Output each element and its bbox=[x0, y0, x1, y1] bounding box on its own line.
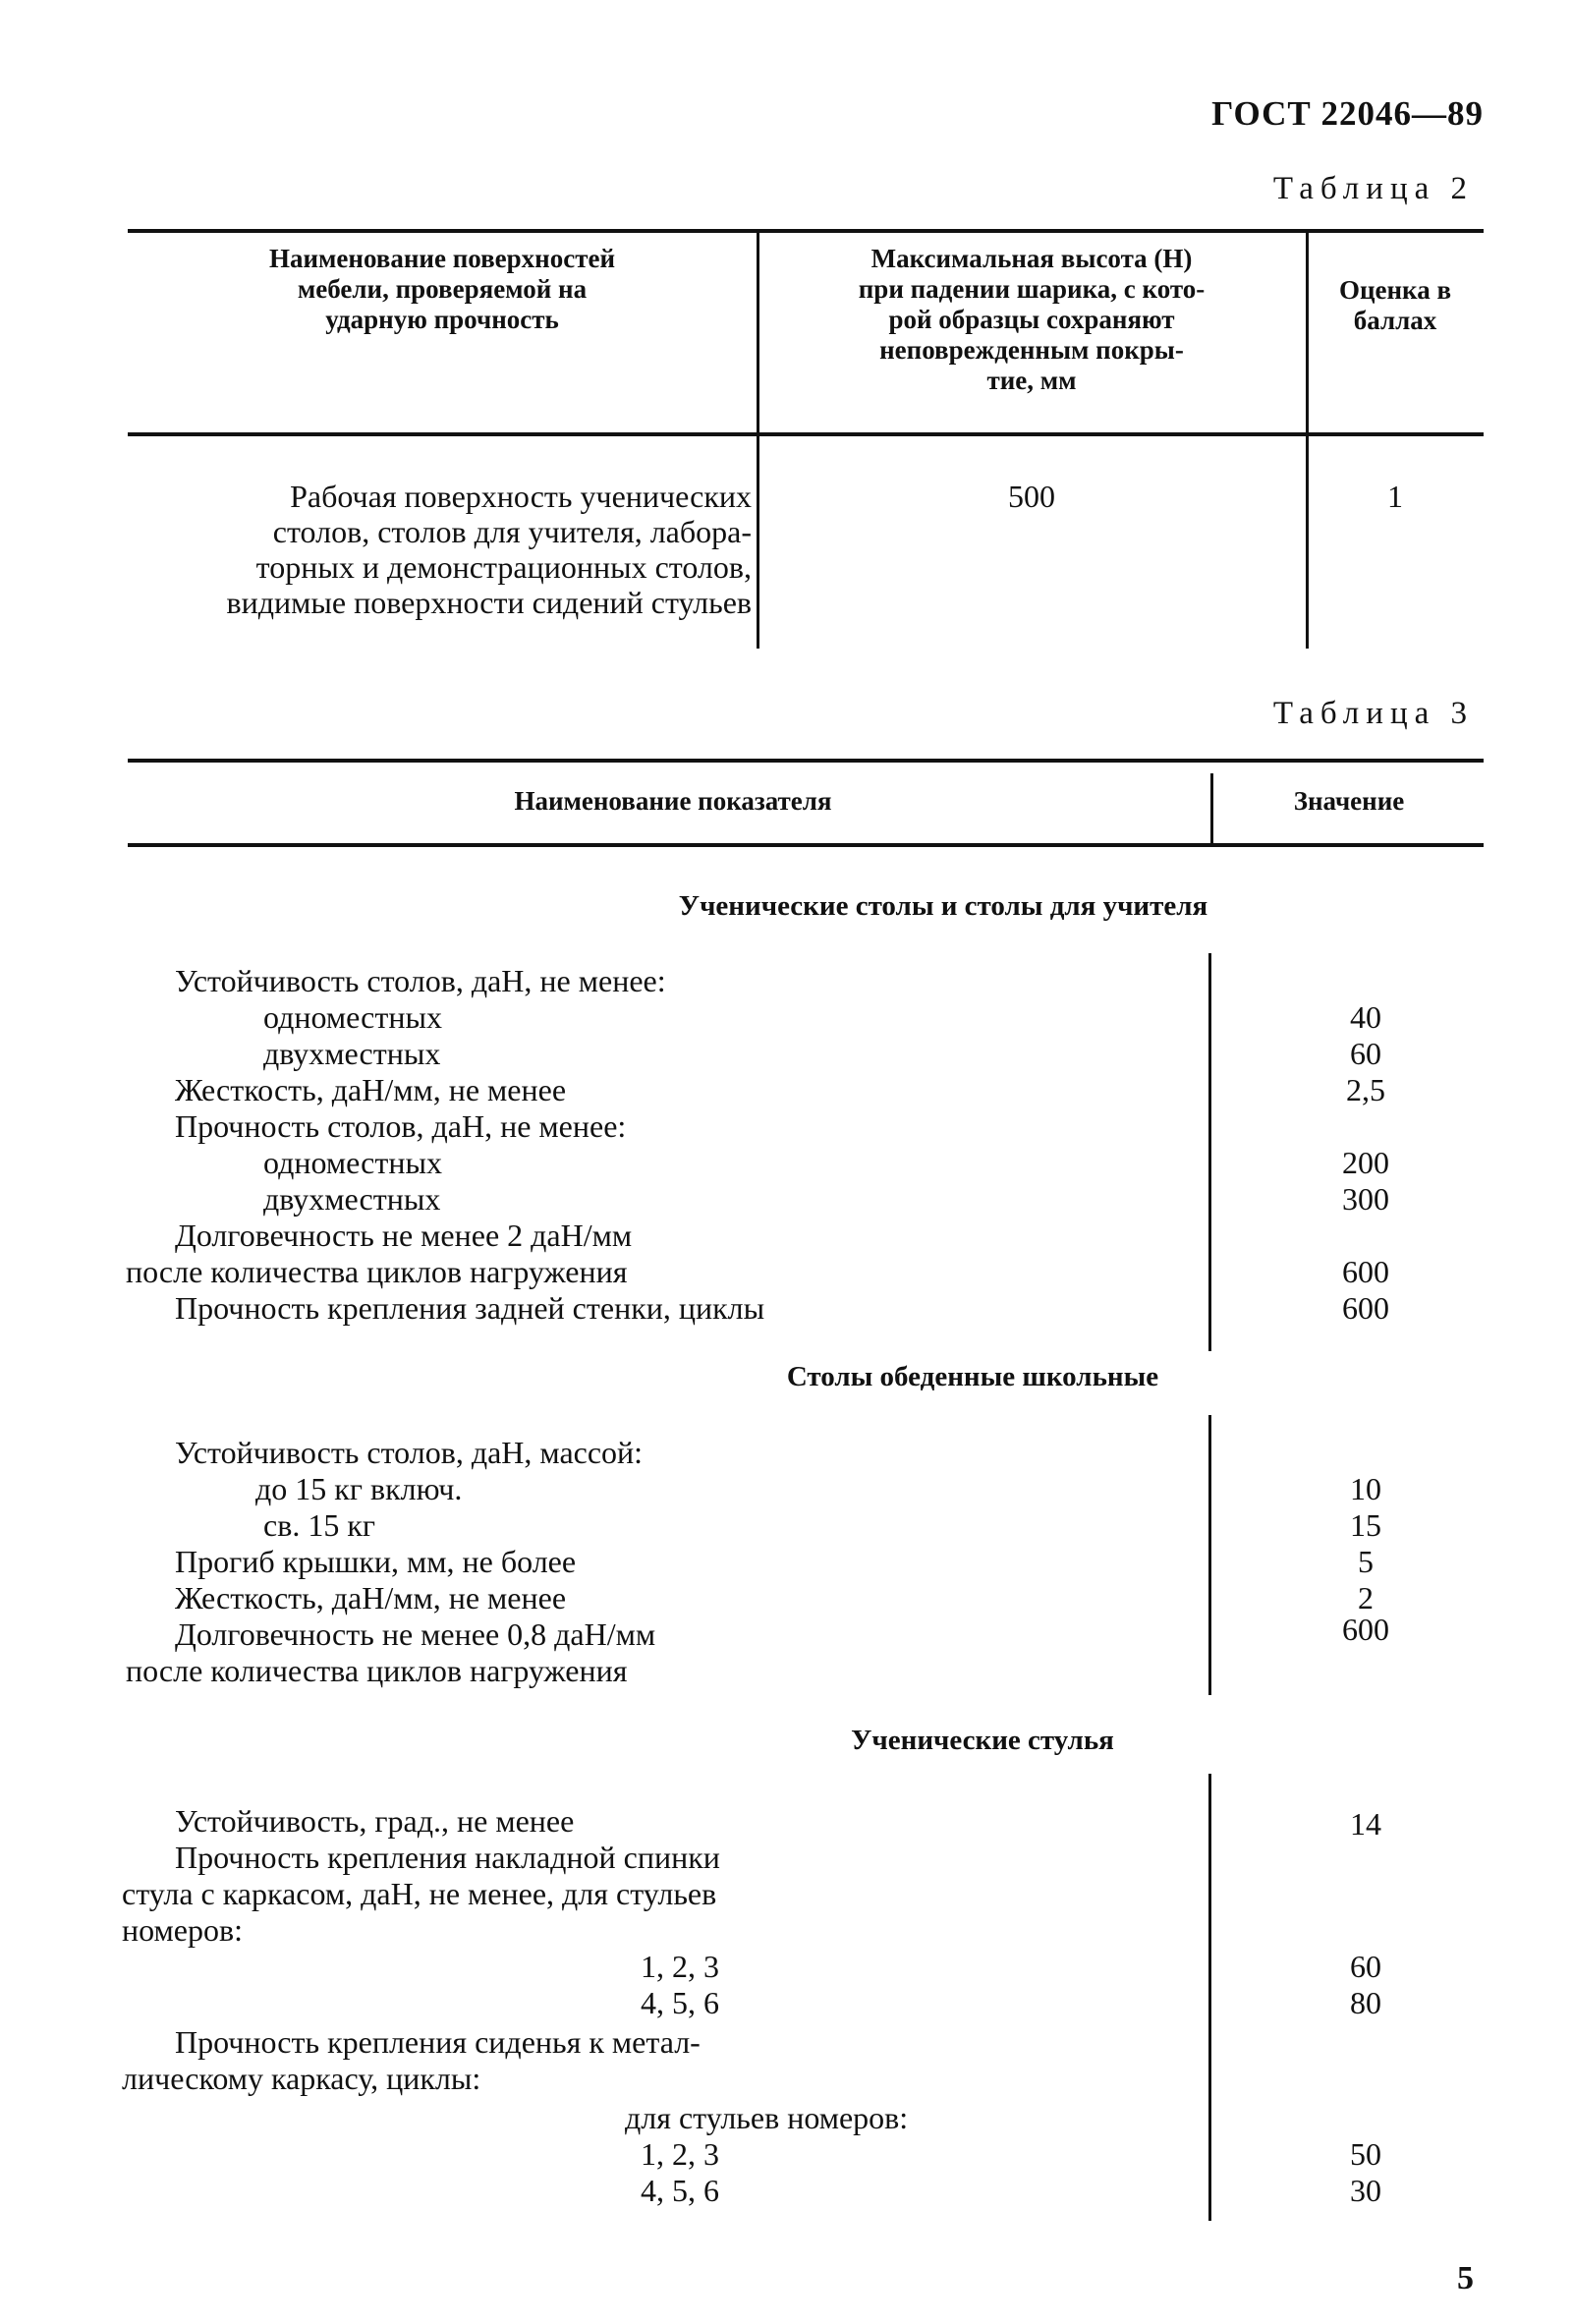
table3-row-value: 200 bbox=[1342, 1145, 1389, 1180]
table3-row-label: для стульев номеров: bbox=[625, 2100, 909, 2135]
table3-row-label: стула с каркасом, даН, не менее, для стульев bbox=[122, 1876, 717, 1911]
table2-caption: Таблица 2 bbox=[1272, 171, 1474, 206]
table3-row-label: 1, 2, 3 bbox=[641, 2136, 719, 2172]
table3-row-label: 4, 5, 6 bbox=[641, 1985, 719, 2020]
table3-row-value: 10 bbox=[1350, 1471, 1381, 1506]
section3-divider bbox=[1208, 1774, 1211, 2221]
table3-row-value: 40 bbox=[1350, 999, 1381, 1035]
section-title-teacher-desks: Ученические столы и столы для учителя bbox=[678, 890, 1208, 922]
table3-row-label: Устойчивость столов, даН, не менее: bbox=[175, 963, 666, 998]
table3-row-label: лическому каркасу, циклы: bbox=[122, 2061, 481, 2096]
table3-row-value: 30 bbox=[1350, 2173, 1381, 2208]
table3-row-value: 2 bbox=[1358, 1580, 1374, 1615]
table3-row-label: одноместных bbox=[263, 999, 442, 1035]
table3-row-label: двухместных bbox=[263, 1181, 441, 1217]
table2-col-header-surface: Наименование поверхностей мебели, проверяемой на ударную прочность bbox=[268, 244, 616, 334]
table3-row-value: 600 bbox=[1342, 1612, 1389, 1647]
table3-top-rule bbox=[128, 759, 1484, 763]
table2-col-header-height: Максимальная высота (Н) при падении шарика, с кото- рой образцы сохраняют неповрежденным покры- тие, мм bbox=[858, 244, 1206, 395]
section-title-dining-tables: Столы обеденные школьные bbox=[786, 1361, 1159, 1392]
table3-row-value: 60 bbox=[1350, 1949, 1381, 1984]
table3-row-label: Долговечность не менее 0,8 даН/мм bbox=[175, 1616, 656, 1652]
table3-row-label: 1, 2, 3 bbox=[641, 1949, 719, 1984]
table2-cell-height: 500 bbox=[1008, 479, 1055, 514]
table3-row-label: св. 15 кг bbox=[263, 1507, 375, 1543]
table3-row-value: 15 bbox=[1350, 1507, 1381, 1543]
table3-row-label: двухместных bbox=[263, 1036, 441, 1071]
table2-col-divider-2 bbox=[1306, 229, 1309, 649]
table3-row-value: 5 bbox=[1358, 1544, 1374, 1579]
table3-row-value: 50 bbox=[1350, 2136, 1381, 2172]
table3-row-label: Жесткость, даН/мм, не менее bbox=[175, 1580, 567, 1615]
table3-row-value: 2,5 bbox=[1346, 1072, 1385, 1107]
table2-cell-surface: Рабочая поверхность ученических столов, столов для учителя, лабора- торных и демонстрационных столов, видимые поверхности сидений стульев bbox=[226, 479, 752, 620]
table3-row-value: 80 bbox=[1350, 1985, 1381, 2020]
table3-row-label: Прогиб крышки, мм, не более bbox=[175, 1544, 577, 1579]
page-number: 5 bbox=[1457, 2260, 1474, 2296]
table3-row-label: после количества циклов нагружения bbox=[126, 1653, 628, 1688]
table3-row-label: Прочность крепления накладной спинки bbox=[175, 1840, 720, 1875]
table3-row-label: Прочность крепления задней стенки, циклы bbox=[175, 1290, 765, 1326]
table2-col-header-score: Оценка в баллах bbox=[1338, 275, 1452, 335]
table3-col-header-indicator: Наименование показателя bbox=[514, 786, 832, 816]
table3-row-value: 60 bbox=[1350, 1036, 1381, 1071]
table3-row-value: 600 bbox=[1342, 1290, 1389, 1326]
table2-header-rule bbox=[128, 432, 1484, 436]
table3-row-label: Долговечность не менее 2 даН/мм bbox=[175, 1218, 633, 1253]
table3-row-label: Прочность столов, даН, не менее: bbox=[175, 1108, 627, 1144]
table3-col-header-value: Значение bbox=[1293, 786, 1405, 816]
table2-cell-score: 1 bbox=[1387, 479, 1403, 514]
table3-row-label: Устойчивость, град., не менее bbox=[175, 1803, 575, 1839]
table3-row-label: Прочность крепления сиденья к метал- bbox=[175, 2024, 701, 2060]
table3-row-label: номеров: bbox=[122, 1912, 243, 1948]
table3-caption: Таблица 3 bbox=[1272, 696, 1474, 731]
table3-row-value: 14 bbox=[1350, 1806, 1381, 1842]
table2-col-divider-1 bbox=[757, 229, 759, 649]
table3-row-label: после количества циклов нагружения bbox=[126, 1254, 628, 1289]
document-id: ГОСТ 22046—89 bbox=[1211, 94, 1484, 133]
section-title-pupil-chairs: Ученические стулья bbox=[851, 1725, 1114, 1756]
table3-row-label: 4, 5, 6 bbox=[641, 2173, 719, 2208]
table3-header-divider bbox=[1210, 773, 1213, 843]
section1-divider bbox=[1208, 953, 1211, 1351]
section2-divider bbox=[1208, 1415, 1211, 1695]
table3-header-rule bbox=[128, 843, 1484, 847]
table3-row-label: Жесткость, даН/мм, не менее bbox=[175, 1072, 567, 1107]
table3-row-value: 300 bbox=[1342, 1181, 1389, 1217]
table3-row-label: одноместных bbox=[263, 1145, 442, 1180]
table3-row-value: 600 bbox=[1342, 1254, 1389, 1289]
table3-row-label: до 15 кг включ. bbox=[255, 1471, 463, 1506]
table3-row-label: Устойчивость столов, даН, массой: bbox=[175, 1435, 644, 1470]
table2-top-rule bbox=[128, 229, 1484, 233]
